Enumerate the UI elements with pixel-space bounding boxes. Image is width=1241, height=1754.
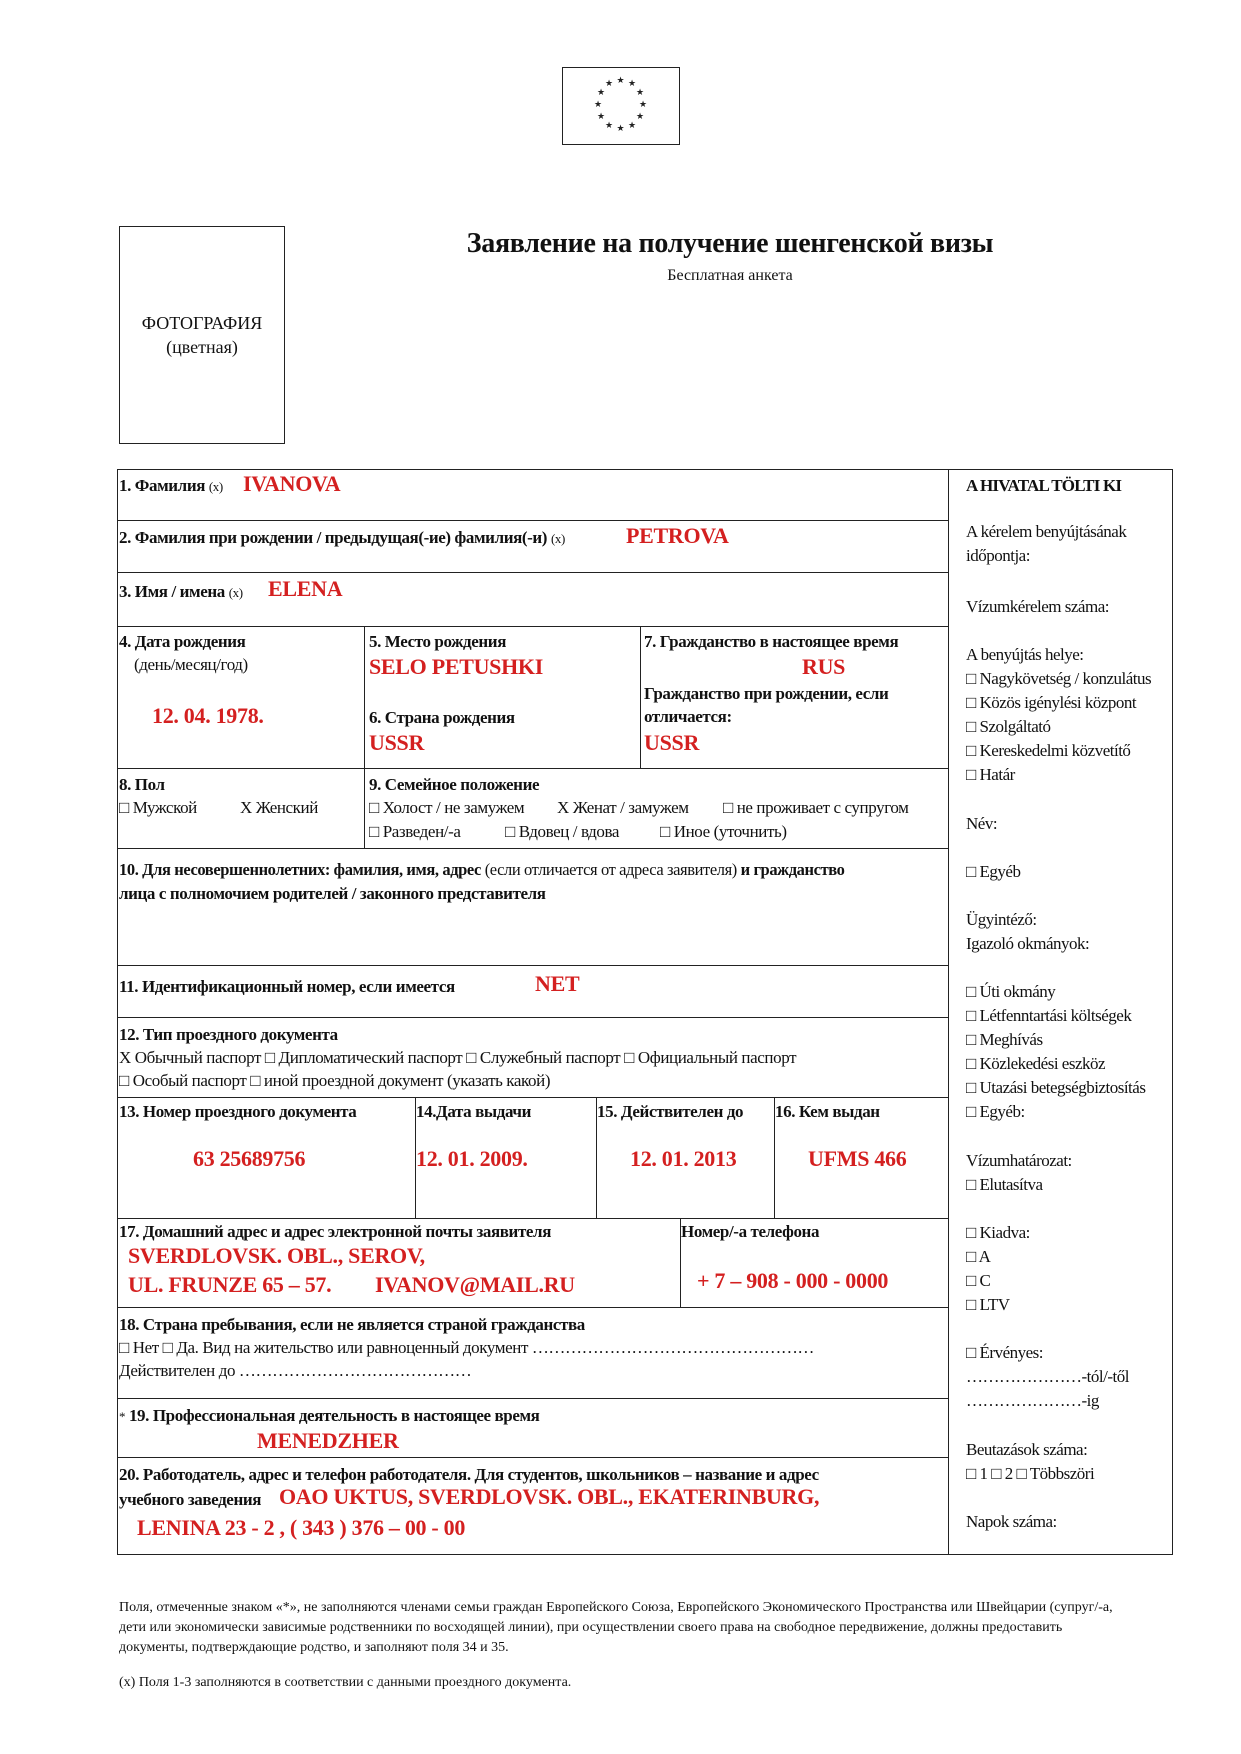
phone-value[interactable]: + 7 – 908 - 000 - 0000 <box>697 1268 889 1293</box>
office-checkbox[interactable]: □ Nagykövetség / konzulátus <box>966 669 1152 688</box>
birth-country-value[interactable]: USSR <box>369 730 425 755</box>
svg-text:★: ★ <box>616 76 625 86</box>
footnote-star: Поля, отмеченные знаком «*», не заполняются членами семьи граждан Европейского Союза, Европейского Экономического Пространства или Швейцарии (супруг/-а, дети или экономически зависимые родственники по восходящей линии), при осуществлении своего права на свободное передвижение, должны предоставить документы, подтверждающие родство, и заполняют поля 34 и 35. <box>119 1600 1113 1655</box>
office-checkbox[interactable]: □ Határ <box>966 765 1015 784</box>
office-checkbox[interactable]: □ Utazási betegségbiztosítás <box>966 1078 1146 1097</box>
footnote-x: (x) Поля 1-3 заполняются в соответствии с данными проездного документа. <box>119 1675 572 1690</box>
field-11-label: 11. Идентификационный номер, если имеется <box>119 977 455 996</box>
eu-stars-icon <box>563 68 678 143</box>
doc-type-options-row1[interactable]: X Обычный паспорт □ Дипломатический паспорт □ Служебный паспорт □ Официальный паспорт <box>119 1048 797 1067</box>
office-line: A kérelem benyújtásának <box>966 522 1127 541</box>
sex-male-checkbox[interactable]: □ Мужской <box>119 798 197 817</box>
status-other-checkbox[interactable]: □ Иное (уточнить) <box>660 822 787 841</box>
row-divider <box>118 848 948 849</box>
field-10-label <box>119 860 845 880</box>
doc-type-options-row2[interactable]: □ Особый паспорт □ иной проездной документ (указать какой) <box>119 1071 551 1090</box>
field-20-label-cont: учебного заведения <box>119 1490 262 1509</box>
page-title: Заявление на получение шенгенской визы <box>466 228 994 259</box>
surname-value[interactable]: IVANOVA <box>243 471 341 496</box>
field-17-label: 17. Домашний адрес и адрес электронной почты заявителя <box>119 1222 551 1241</box>
field-9-label: 9. Семейное положение <box>369 775 540 794</box>
field-12-label: 12. Тип проездного документа <box>119 1025 338 1044</box>
valid-until-value[interactable]: 12. 01. 2013 <box>630 1146 737 1171</box>
photo-sublabel: (цветная) <box>166 337 238 357</box>
address-line-1-value[interactable]: SVERDLOVSK. OBL., SEROV, <box>128 1243 425 1268</box>
nationality-value[interactable]: RUS <box>802 654 846 679</box>
row-divider <box>118 572 948 573</box>
field-1-label: 1. Фамилия <box>119 476 206 495</box>
field-10-bold-a: 10. Для несовершеннолетних: фамилия, имя, адрес <box>119 860 481 879</box>
birth-surname-value[interactable]: PETROVA <box>626 523 729 548</box>
email-value[interactable]: IVANOV@MAIL.RU <box>375 1272 575 1297</box>
field-1-surname <box>119 476 223 496</box>
page-subtitle: Бесплатная анкета <box>667 267 793 284</box>
field-6-label: 6. Страна рождения <box>369 708 515 727</box>
field-10-normal: (если отличается от адреса заявителя) <box>480 860 741 879</box>
office-line: Név: <box>966 814 998 833</box>
field-3-label: 3. Имя / имена <box>119 582 225 601</box>
residence-valid-until[interactable]: Действителен до …………………………………… <box>119 1361 472 1380</box>
office-checkbox[interactable]: □ A <box>966 1247 991 1266</box>
field-5-label: 5. Место рождения <box>369 632 506 651</box>
office-heading: A HIVATAL TÖLTI KI <box>966 476 1122 495</box>
address-line-2-value[interactable]: UL. FRUNZE 65 – 57. <box>128 1272 332 1297</box>
row-divider <box>118 965 948 966</box>
svg-text:★: ★ <box>638 100 648 110</box>
office-line: A benyújtás helye: <box>966 645 1084 664</box>
occupation-value[interactable]: MENEDZHER <box>257 1428 399 1453</box>
field-7-label: 7. Гражданство в настоящее время <box>644 632 899 651</box>
row-divider <box>118 1218 948 1219</box>
col-divider <box>640 626 641 768</box>
svg-text:★: ★ <box>596 88 606 98</box>
office-line: időpontja: <box>966 546 1030 565</box>
passport-number-value[interactable]: 63 25689756 <box>193 1146 306 1171</box>
field-7-birth-label: Гражданство при рождении, если <box>644 684 889 703</box>
office-checkbox[interactable]: □ 1 □ 2 □ Többszöri <box>966 1464 1095 1483</box>
office-checkbox[interactable]: □ Úti okmány <box>966 982 1056 1001</box>
field-10-label-cont: лица с полномочием родителей / законного представителя <box>119 884 546 903</box>
office-checkbox[interactable]: □ Meghívás <box>966 1030 1043 1049</box>
office-line: …………………-tól/-től <box>966 1367 1129 1386</box>
field-19-text: 19. Профессиональная деятельность в настоящее время <box>125 1406 540 1425</box>
field-20-label: 20. Работодатель, адрес и телефон работодателя. Для студентов, школьников – название и адрес <box>119 1465 819 1484</box>
svg-text:★: ★ <box>604 79 614 89</box>
field-19-star: * <box>119 1409 126 1424</box>
svg-text:★: ★ <box>616 124 625 134</box>
field-1-mark: (x) <box>208 479 223 494</box>
row-divider <box>118 1017 948 1018</box>
svg-text:★: ★ <box>627 121 637 131</box>
field-14-label: 14.Дата выдачи <box>416 1102 531 1121</box>
office-line: Igazoló okmányok: <box>966 934 1090 953</box>
office-line: Ügyintéző: <box>966 910 1037 929</box>
sex-female-checkbox[interactable]: X Женский <box>240 798 318 817</box>
office-line: Vízumkérelem száma: <box>966 597 1109 616</box>
field-3-mark: (x) <box>228 585 243 600</box>
office-checkbox[interactable]: □ Létfenntartási költségek <box>966 1006 1132 1025</box>
photo-placeholder <box>119 226 285 444</box>
office-line: Napok száma: <box>966 1512 1057 1531</box>
residence-options[interactable]: □ Нет □ Да. Вид на жительство или равноценный документ …………………………………………… <box>119 1338 815 1357</box>
svg-text:★: ★ <box>593 100 603 110</box>
field-2-birth-surname <box>119 528 565 548</box>
office-line: Beutazások száma: <box>966 1440 1088 1459</box>
field-16-label: 16. Кем выдан <box>775 1102 880 1121</box>
field-7-birth-label-cont: отличается: <box>644 707 732 726</box>
employer-value-line1[interactable]: OAO UKTUS, SVERDLOVSK. OBL., EKATERINBURG, <box>279 1484 820 1509</box>
office-checkbox[interactable]: □ Kiadva: <box>966 1223 1030 1242</box>
svg-text:★: ★ <box>604 121 614 131</box>
field-3-name <box>119 582 243 602</box>
field-10-bold-b: и гражданство <box>740 860 845 879</box>
svg-text:★: ★ <box>635 112 645 122</box>
field-4-label: 4. Дата рождения <box>119 632 246 651</box>
office-checkbox[interactable]: □ Közlekedési eszköz <box>966 1054 1106 1073</box>
field-8-label: 8. Пол <box>119 775 165 794</box>
status-married-checkbox[interactable]: X Женат / замужем <box>557 798 689 817</box>
birth-date-value[interactable]: 12. 04. 1978. <box>152 703 264 728</box>
phone-label: Номер/-а телефона <box>681 1222 820 1241</box>
office-checkbox[interactable]: □ Érvényes: <box>966 1343 1043 1362</box>
row-divider <box>118 626 948 627</box>
row-divider <box>118 1307 948 1308</box>
row-divider <box>118 520 948 521</box>
office-checkbox[interactable]: □ Közös igénylési központ <box>966 693 1137 712</box>
birth-place-value[interactable]: SELO PETUSHKI <box>369 654 543 679</box>
employer-value-line2[interactable]: LENINA 23 - 2 , ( 343 ) 376 – 00 - 00 <box>137 1515 466 1540</box>
birth-nationality-value[interactable]: USSR <box>644 730 700 755</box>
row-divider <box>118 1097 948 1098</box>
first-name-value[interactable]: ELENA <box>268 576 343 601</box>
office-checkbox[interactable]: □ Elutasítva <box>966 1175 1043 1194</box>
field-2-mark: (x) <box>550 531 565 546</box>
field-15-label: 15. Действителен до <box>597 1102 744 1121</box>
status-separated-checkbox[interactable]: □ не проживает с супругом <box>723 798 909 817</box>
office-checkbox[interactable]: □ Kereskedelmi közvetítő <box>966 741 1131 760</box>
svg-text:★: ★ <box>596 112 606 122</box>
status-widowed-checkbox[interactable]: □ Вдовец / вдова <box>505 822 620 841</box>
office-checkbox[interactable]: □ Egyéb: <box>966 1102 1025 1121</box>
col-divider <box>364 626 365 848</box>
status-single-checkbox[interactable]: □ Холост / не замужем <box>369 798 525 817</box>
issued-by-value[interactable]: UFMS 466 <box>808 1146 907 1171</box>
svg-text:★: ★ <box>627 79 637 89</box>
office-checkbox[interactable]: □ Szolgáltató <box>966 717 1051 736</box>
field-2-label: 2. Фамилия при рождении / предыдущая(-ие) фамилия(-и) <box>119 528 548 547</box>
row-divider <box>118 1457 948 1458</box>
office-line: …………………-ig <box>966 1391 1099 1410</box>
row-divider <box>118 768 948 769</box>
status-divorced-checkbox[interactable]: □ Разведен/-а <box>369 822 461 841</box>
field-13-label: 13. Номер проездного документа <box>119 1102 357 1121</box>
photo-label: ФОТОГРАФИЯ <box>141 313 263 333</box>
office-checkbox[interactable]: □ Egyéb <box>966 862 1021 881</box>
field-18-label: 18. Страна пребывания, если не является страной гражданства <box>119 1315 585 1334</box>
office-line: Vízumhatározat: <box>966 1151 1072 1170</box>
office-checkbox[interactable]: □ LTV <box>966 1295 1010 1314</box>
id-number-value[interactable]: NET <box>535 971 580 996</box>
row-divider <box>118 1398 948 1399</box>
office-checkbox[interactable]: □ C <box>966 1271 991 1290</box>
svg-text:★: ★ <box>635 88 645 98</box>
eu-flag-emblem <box>562 67 680 145</box>
field-19-label <box>119 1406 539 1426</box>
field-4-hint: (день/месяц/год) <box>134 655 248 674</box>
issue-date-value[interactable]: 12. 01. 2009. <box>416 1146 528 1171</box>
